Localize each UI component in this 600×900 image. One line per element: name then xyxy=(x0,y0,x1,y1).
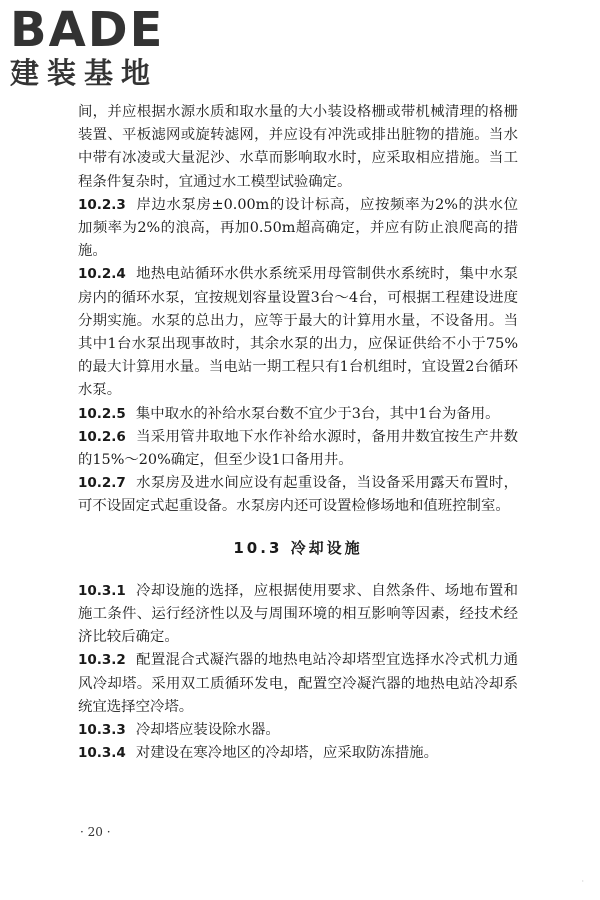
section-10-2-content xyxy=(78,101,518,519)
clause-number: 10.2.7 xyxy=(78,475,126,492)
clause-10-3-1 xyxy=(78,580,518,650)
clause-10-2-6 xyxy=(78,426,518,472)
page-number: · 20 · xyxy=(80,825,111,839)
clause-10-2-7 xyxy=(78,472,518,518)
clause-number: 10.3.3 xyxy=(78,722,126,739)
clause-10-2-5 xyxy=(78,403,518,426)
clause-number: 10.2.4 xyxy=(78,266,126,283)
clause-number: 10.2.6 xyxy=(78,428,126,445)
clause-text: 冷却塔应装设除水器。 xyxy=(135,722,280,739)
corner-mark: · xyxy=(581,877,584,886)
clause-number: 10.2.5 xyxy=(78,405,126,422)
clause-text: 配置混合式凝汽器的地热电站冷却塔型宜选择水冷式机力通风冷却塔。采用双工质循环发电，配置空冷凝汽器的地热电站冷却系统宜选择空冷塔。 xyxy=(78,652,518,715)
clause-text: 地热电站循环水供水系统采用母管制供水系统时，集中水泵房内的循环水泵，宜按规划容量设置3台～4台，可根据工程建设进度分期实施。水泵的总出力，应等于最大的计算用水量，不设备用。当其中1台水泵出现事故时，其余水泵的出力，应保证供给不小于75%的最大计算用水量。当电站一期工程只有1台机组时，宜设置2台循环水泵。 xyxy=(78,266,518,399)
paragraph-continuation xyxy=(78,101,518,194)
clause-text: 冷却设施的选择，应根据使用要求、自然条件、场地布置和施工条件、运行经济性以及与周围环境的相互影响等因素，经技术经济比较后确定。 xyxy=(78,582,518,646)
clause-10-3-4 xyxy=(78,742,518,765)
clause-text: 间，并应根据水源水质和取水量的大小装设格栅或带机械清理的格栅装置、平板滤网或旋转滤网，并应设有冲洗或排出脏物的措施。当水中带有冰凌或大量泥沙、水草而影响取水时，应采取相应措施。当工程条件复杂时，宜通过水工模型试验确定。 xyxy=(78,104,518,190)
section-10-3-content xyxy=(78,580,518,766)
site-logo xyxy=(6,4,196,96)
clause-10-3-3 xyxy=(78,719,518,742)
clause-text: 水泵房及进水间应设有起重设备，当设备采用露天布置时，可不设固定式起重设备。水泵房内还可设置检修场地和值班控制室。 xyxy=(78,475,518,515)
clause-number: 10.3.1 xyxy=(78,582,126,599)
clause-number: 10.2.3 xyxy=(78,196,126,213)
clause-10-3-2 xyxy=(78,649,518,719)
logo-subtitle: 建装基地 xyxy=(10,56,159,90)
document-body xyxy=(78,101,518,765)
logo-wordmark: BADE xyxy=(10,2,165,58)
clause-text: 岸边水泵房±0.00m的设计标高，应按频率为2%的洪水位加频率为2%的浪高，再加0.50m超高确定，并应有防止浪爬高的措施。 xyxy=(78,196,518,260)
clause-text: 集中取水的补给水泵台数不宜少于3台，其中1台为备用。 xyxy=(135,405,500,422)
clause-number: 10.3.4 xyxy=(78,745,126,762)
section-title: 10.3 冷却设施 xyxy=(233,538,363,557)
clause-text: 当采用管井取地下水作补给水源时，备用井数宜按生产井数的15%～20%确定，但至少设1口备用井。 xyxy=(78,428,518,469)
clause-text: 对建设在寒冷地区的冷却塔，应采取防冻措施。 xyxy=(135,745,439,762)
clause-10-2-4 xyxy=(78,263,518,402)
clause-10-2-3 xyxy=(78,194,518,264)
clause-number: 10.3.2 xyxy=(78,652,126,669)
